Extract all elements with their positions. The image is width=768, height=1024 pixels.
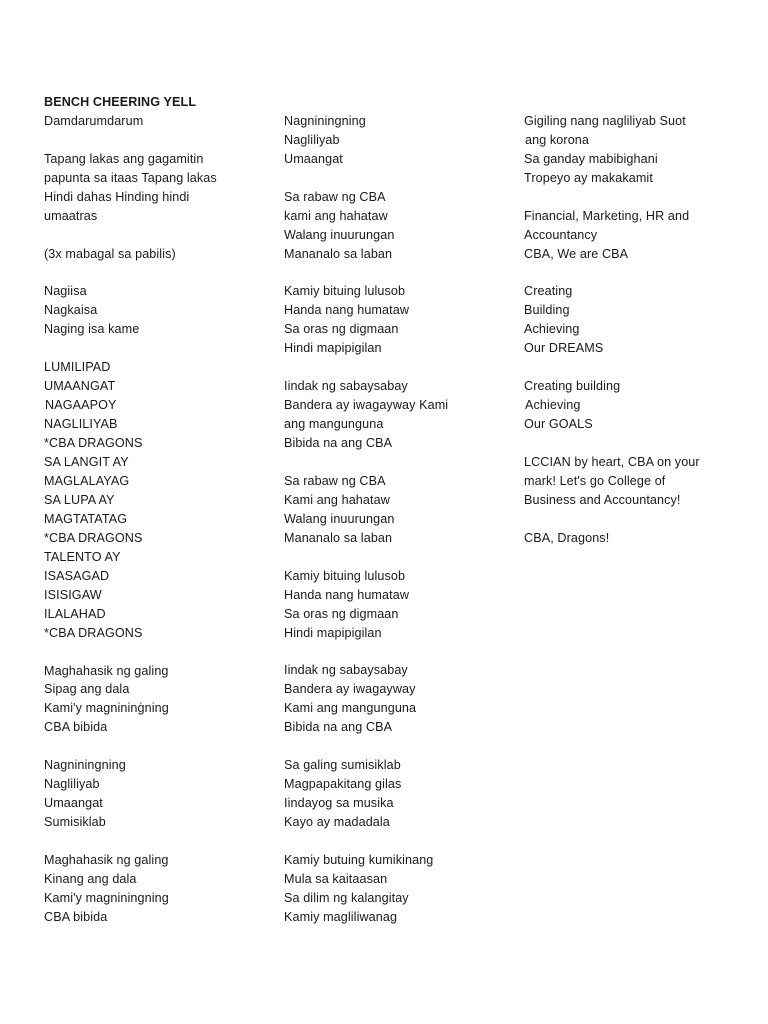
text-line: *CBA DRAGONS (44, 530, 143, 545)
blank-line (524, 93, 760, 112)
text-line: Business and Accountancy! (524, 492, 681, 507)
text-line: CBA, We are CBA (524, 246, 629, 261)
text-line: LUMILIPAD (44, 360, 111, 375)
text-line: Kamiy bituing lulusob (284, 284, 406, 299)
text-line: Magpapakitang gilas (284, 777, 402, 792)
blank-line (284, 358, 512, 377)
text-line: Iindak ng sabaysabay (284, 379, 408, 394)
text-line: Achieving (525, 398, 581, 413)
blank-line (524, 434, 760, 453)
text-line: Kayo ay madadala (284, 815, 390, 830)
blank-line (44, 339, 272, 358)
text-line: CBA bibida (44, 909, 108, 924)
text-line: Walang inuurungan (284, 511, 395, 526)
text-line: Sa oras ng digmaan (284, 322, 399, 337)
text-line: mark! Let's go College of (524, 473, 666, 488)
text-column-3 (524, 93, 760, 548)
text-line: Kami'y magniningning (44, 890, 169, 905)
text-line: Nagliliyab (44, 777, 100, 792)
text-line: Gigiling nang nagliliyab Suot (524, 113, 686, 128)
blank-line (44, 226, 272, 245)
text-line: NAGLILIYAB (44, 417, 118, 432)
text-line: Mananalo sa laban (284, 246, 393, 261)
text-line: Bandera ay iwagayway (284, 682, 416, 697)
blank-line (44, 832, 272, 851)
text-column-1 (44, 93, 272, 927)
text-line: Creating building (524, 379, 621, 394)
text-line: Sa rabaw ng CBA (284, 189, 386, 204)
text-line: UMAANGAT (44, 379, 116, 394)
text-line: Kamiy bituing lulusob (284, 568, 406, 583)
text-line: Nagniningning (284, 113, 366, 128)
text-line: Hindi dahas Hinding hindi (44, 189, 190, 204)
text-line: LCCIAN by heart, CBA on your (524, 455, 700, 470)
text-line: Sa dilim ng kalangitay (284, 890, 409, 905)
text-line: Sa oras ng digmaan (284, 606, 399, 621)
text-line: Our GOALS (524, 417, 593, 432)
blank-line (284, 264, 512, 283)
text-line: Kamiy butuing kumikinang (284, 852, 434, 867)
blank-line (524, 264, 760, 283)
text-line: Umaangat (44, 796, 103, 811)
blank-line (524, 510, 760, 529)
text-line: kami ang hahataw (284, 208, 388, 223)
blank-line (284, 169, 512, 188)
text-line: SA LANGIT AY (44, 455, 129, 470)
text-line: CBA bibida (44, 720, 108, 735)
text-column-2 (284, 93, 512, 927)
text-line: papunta sa itaas Tapang lakas (44, 170, 217, 185)
text-line: Achieving (524, 322, 580, 337)
text-line: Handa nang humataw (284, 587, 410, 602)
text-line: Nagniningning (44, 758, 126, 773)
text-line: Bibida na ang CBA (284, 436, 393, 451)
text-line: Damdarumdarum (44, 113, 144, 128)
text-line: Tropeyo ay makakamit (524, 170, 653, 185)
text-line: Handa nang humataw (284, 303, 410, 318)
text-line: (3x mabagal sa pabilis) (44, 246, 176, 261)
text-line: ILALAHAD (44, 606, 106, 621)
text-line: Creating (524, 284, 573, 299)
text-line: Hindi mapipigilan (284, 625, 382, 640)
text-line: ISASAGAD (44, 568, 110, 583)
text-line: Bibida na ang CBA (284, 720, 393, 735)
blank-line (524, 358, 760, 377)
text-line: Sa galing sumisiklab (284, 758, 401, 773)
text-line: NAGAAPOY (45, 398, 117, 413)
blank-line (284, 643, 512, 662)
text-line: Bandera ay iwagayway Kami (284, 398, 449, 413)
text-line: umaatras (44, 208, 98, 223)
text-line: Maghahasik ng galing (44, 663, 169, 678)
blank-line (284, 737, 512, 756)
text-line: Kami'y magnininġning (44, 701, 169, 716)
text-line: TALENTO AY (44, 549, 121, 564)
blank-line (284, 548, 512, 567)
text-line: Mananalo sa laban (284, 530, 393, 545)
text-line: Iindak ng sabaysabay (284, 663, 408, 678)
text-line: Nagiisa (44, 284, 87, 299)
blank-line (524, 188, 760, 207)
text-line: ISISIGAW (44, 587, 102, 602)
text-line: Sumisiklab (44, 815, 106, 830)
text-line: MAGTATATAG (44, 511, 128, 526)
blank-line (284, 93, 512, 112)
text-line: *CBA DRAGONS (44, 625, 143, 640)
text-line: *CBA DRAGONS (44, 436, 143, 451)
blank-line (44, 643, 272, 662)
text-line: Accountancy (524, 227, 598, 242)
text-line: CBA, Dragons! (524, 530, 610, 545)
text-line: ang mangunguna (284, 417, 384, 432)
text-line: Mula sa kaitaasan (284, 871, 388, 886)
text-line: SA LUPA AY (44, 492, 115, 507)
text-line: Umaangat (284, 151, 343, 166)
text-line: Hindi mapipigilan (284, 341, 382, 356)
text-line: Kami ang hahataw (284, 492, 390, 507)
blank-line (44, 131, 272, 150)
text-line: Maghahasik ng galing (44, 853, 169, 868)
blank-line (44, 737, 272, 756)
text-line: Building (524, 303, 570, 318)
blank-line (44, 264, 272, 283)
text-line: MAGLALAYAG (44, 474, 130, 488)
text-line: ang korona (525, 132, 590, 147)
text-line: Tapang lakas ang gagamitin (44, 151, 204, 166)
text-line: Kinang ang dala (44, 871, 137, 886)
text-line: Sa rabaw ng CBA (284, 473, 386, 488)
text-line: Kamiy magliliwanag (284, 909, 398, 924)
text-line: Financial, Marketing, HR and (524, 208, 690, 223)
text-line: Sipag ang dala (44, 682, 130, 697)
text-line: Iindayog sa musika (284, 796, 394, 811)
text-line: Naging isa kame (44, 322, 140, 337)
blank-line (284, 832, 512, 851)
text-line: Sa ganday mabibighani (524, 151, 658, 166)
document-title: BENCH CHEERING YELL (44, 95, 197, 109)
text-line: Walang inuurungan (284, 227, 395, 242)
text-line: Kami ang mangunguna (284, 701, 417, 716)
text-line: Our DREAMS (524, 341, 604, 356)
text-line: Nagliliyab (284, 132, 340, 147)
text-line: Nagkaisa (44, 303, 98, 318)
blank-line (284, 453, 512, 472)
